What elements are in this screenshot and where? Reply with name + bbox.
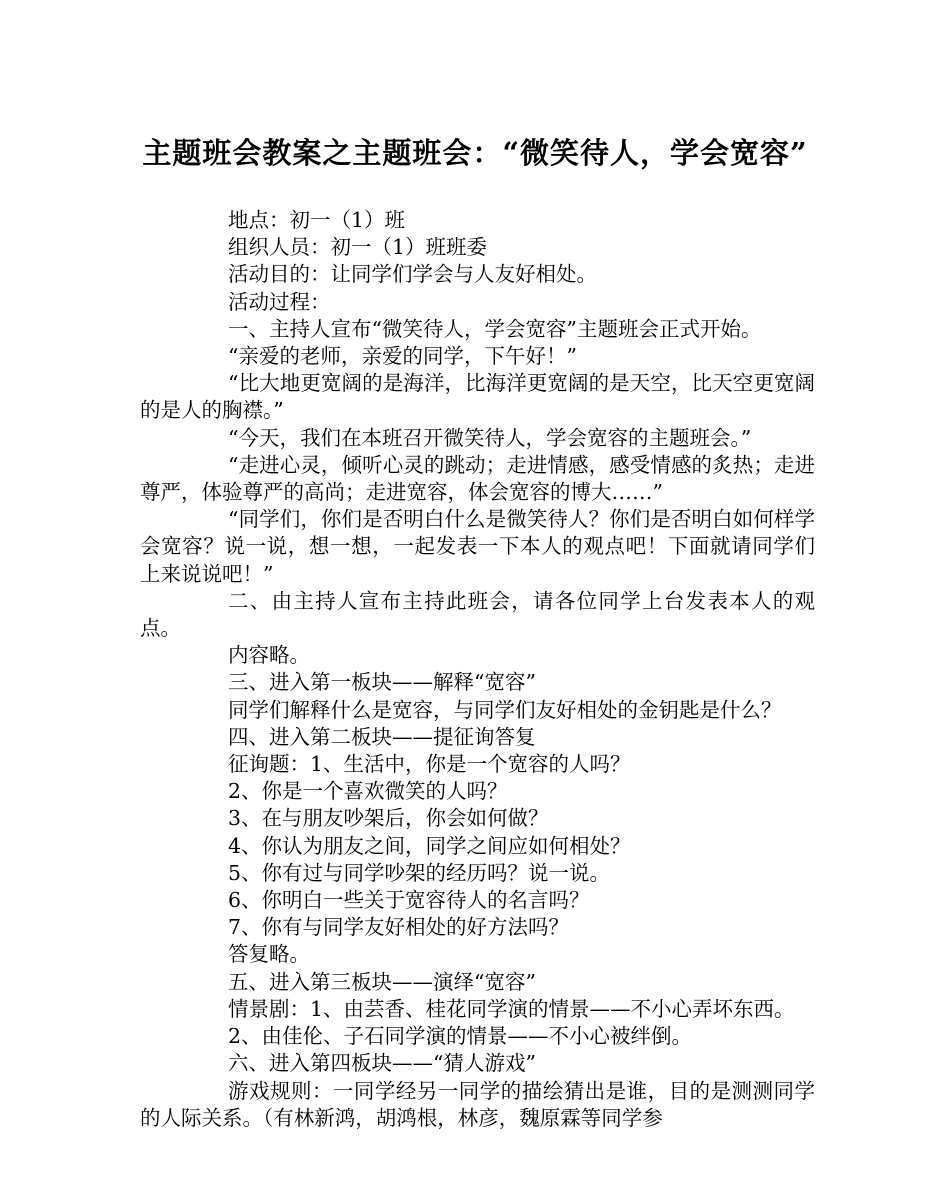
paragraph-content-omitted: 内容略。 bbox=[228, 643, 310, 668]
paragraph-question-2: 2、你是一个喜欢微笑的人吗？ bbox=[228, 779, 508, 804]
paragraph-quote-broad: “比大地更宽阔的是海洋，比海洋更宽阔的是天空，比天空更宽阔的是人的胸襟。” bbox=[140, 371, 815, 423]
paragraph-greeting: “亲爱的老师，亲爱的同学，下午好！” bbox=[228, 344, 577, 369]
paragraph-location: 地点：初一（1）班 bbox=[228, 208, 406, 232]
paragraph-step-two: 二、由主持人宣布主持此班会，请各位同学上台发表本人的观点。 bbox=[140, 588, 815, 641]
paragraph-answers-omitted: 答复略。 bbox=[228, 942, 310, 967]
paragraph-question-4: 4、你认为朋友之间，同学之间应如何相处？ bbox=[228, 833, 631, 858]
paragraph-quote-students: “同学们，你们是否明白什么是微笑待人？你们是否明白如何样学会宽容？说一说，想一想，一起发表一下本人的观点吧！下面就请同学们上来说说吧！” bbox=[140, 507, 815, 586]
paragraph-process-heading: 活动过程： bbox=[228, 289, 331, 314]
paragraph-skit-2: 2、由佳伦、子石同学演的情景——不小心被绊倒。 bbox=[228, 1024, 693, 1049]
paragraph-explain: 同学们解释什么是宽容，与同学们友好相处的金钥匙是什么？ bbox=[228, 697, 782, 722]
paragraph-question-6: 6、你明白一些关于宽容待人的名言吗？ bbox=[228, 888, 590, 913]
paragraph-organizers: 组织人员：初一（1）班班委 bbox=[228, 235, 488, 260]
paragraph-step-three: 三、进入第一板块——解释“宽容” bbox=[228, 670, 536, 695]
paragraph-question-7: 7、你有与同学友好相处的好方法吗？ bbox=[228, 915, 570, 940]
paragraph-quote-today: “今天，我们在本班召开微笑待人，学会宽容的主题班会。” bbox=[228, 425, 752, 450]
paragraph-question-5: 5、你有过与同学吵架的经历吗？说一说。 bbox=[228, 860, 611, 885]
paragraph-question-1: 征询题：1、生活中，你是一个宽容的人吗？ bbox=[228, 752, 631, 777]
paragraph-game-rules: 游戏规则：一同学经另一同学的描绘猜出是谁，目的是测测同学的人际关系。（有林新鸿，胡鸿根，林彦，魏原霖等同学参 bbox=[140, 1078, 815, 1130]
paragraph-question-3: 3、在与朋友吵架后，你会如何做？ bbox=[228, 806, 549, 831]
document-body bbox=[140, 207, 815, 1132]
paragraph-step-four: 四、进入第二板块——提征询答复 bbox=[228, 724, 536, 749]
document-title: 主题班会教案之主题班会：“微笑待人，学会宽容” bbox=[142, 136, 808, 170]
paragraph-purpose: 活动目的：让同学们学会与人友好相处。 bbox=[228, 262, 597, 287]
paragraph-step-six: 六、进入第四板块——“猜人游戏” bbox=[228, 1051, 536, 1076]
paragraph-quote-heart: “走进心灵，倾听心灵的跳动；走进情感，感受情感的炙热；走进尊严，体验尊严的高尚；走进宽容，体会宽容的博大……” bbox=[140, 452, 815, 505]
paragraph-skit-1: 情景剧：1、由芸香、桂花同学演的情景——不小心弄坏东西。 bbox=[228, 996, 795, 1021]
paragraph-step-one: 一、主持人宣布“微笑待人，学会宽容”主题班会正式开始。 bbox=[228, 316, 762, 341]
paragraph-step-five: 五、进入第三板块——演绎“宽容” bbox=[228, 969, 536, 994]
